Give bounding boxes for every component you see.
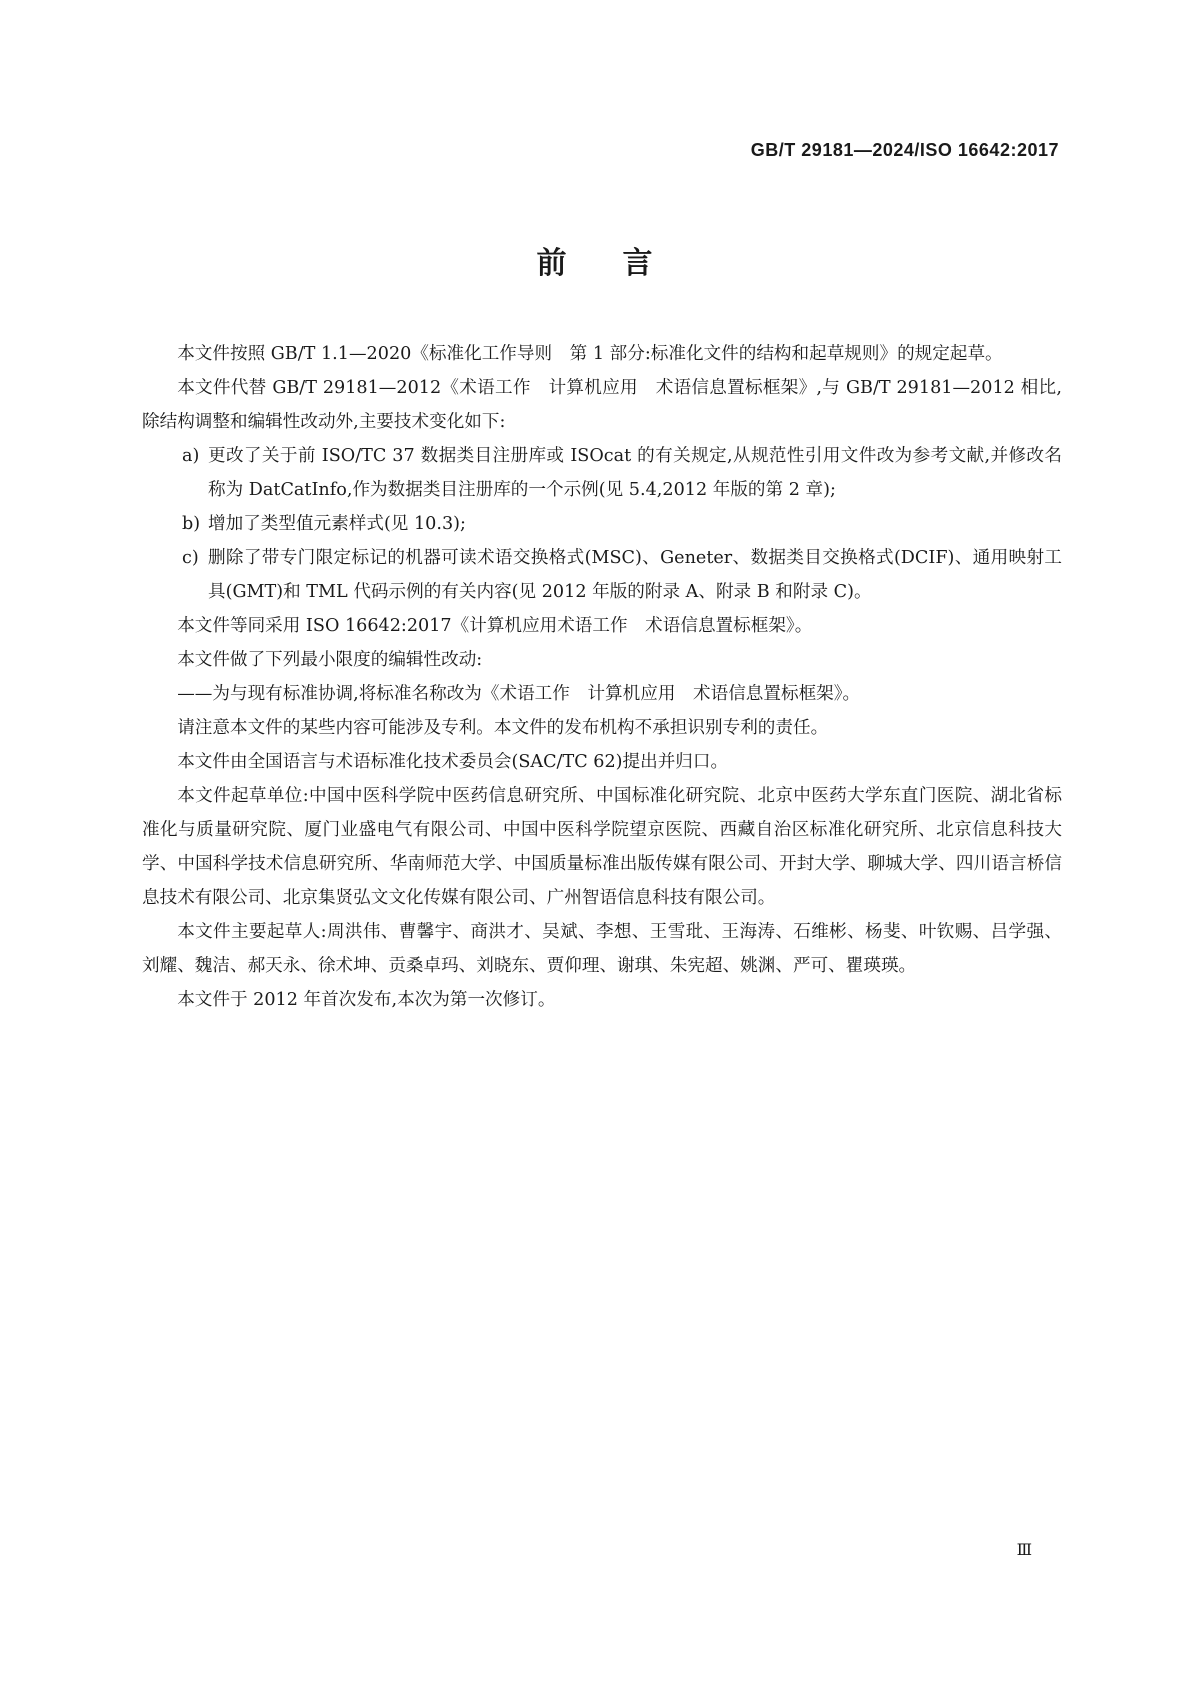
change-list-item (142, 507, 1062, 541)
change-list-item (142, 439, 1062, 507)
paragraph-drafters: 本文件主要起草人:周洪伟、曹馨宇、商洪才、吴斌、李想、王雪玭、王海涛、石维彬、杨斐、叶钦赐、吕学强、刘耀、魏洁、郝天永、徐术坤、贡桑卓玛、刘晓东、贾仰理、谢琪、朱宪超、姚渊、严可、瞿瑛瑛。 (142, 922, 1062, 976)
paragraph-drafting-units: 本文件起草单位:中国中医科学院中医药信息研究所、中国标准化研究院、北京中医药大学东直门医院、湖北省标准化与质量研究院、厦门业盛电气有限公司、中国中医科学院望京医院、西藏自治区标准化研究所、北京信息科技大学、中国科学技术信息研究所、华南师范大学、中国质量标准出版传媒有限公司、开封大学、聊城大学、四川语言桥信息技术有限公司、北京集贤弘文文化传媒有限公司、广州智语信息科技有限公司。 (142, 786, 1062, 908)
page-title (0, 238, 1191, 282)
paragraph-drafting-rules: 本文件按照 GB/T 1.1—2020《标准化工作导则 第 1 部分:标准化文件的结构和起草规则》的规定起草。 (177, 344, 1003, 364)
paragraph-committee: 本文件由全国语言与术语标准化技术委员会(SAC/TC 62)提出并归口。 (177, 752, 729, 772)
list-marker: c) (182, 548, 199, 568)
paragraph-history: 本文件于 2012 年首次发布,本次为第一次修订。 (177, 990, 556, 1010)
title-char-1: 前 (536, 246, 569, 281)
paragraph-replacement: 本文件代替 GB/T 29181—2012《术语工作 计算机应用 术语信息置标框架》,与 GB/T 29181—2012 相比,除结构调整和编辑性改动外,主要技术变化如下: (142, 378, 1062, 432)
paragraph-editorial-changes: 本文件做了下列最小限度的编辑性改动: (177, 650, 483, 670)
list-marker: a) (182, 446, 200, 466)
list-item-text: 增加了类型值元素样式(见 10.3); (208, 514, 466, 534)
foreword-body (142, 337, 1062, 1017)
list-item-text: 删除了带专门限定标记的机器可读术语交换格式(MSC)、Geneter、数据类目交换格式(DCIF)、通用映射工具(GMT)和 TML 代码示例的有关内容(见 2012 年版的附录 A、附录 B 和附录 C)。 (208, 548, 1062, 602)
paragraph-adoption: 本文件等同采用 ISO 16642:2017《计算机应用术语工作 术语信息置标框架》。 (177, 616, 813, 636)
paragraph-patent-notice: 请注意本文件的某些内容可能涉及专利。本文件的发布机构不承担识别专利的责任。 (177, 718, 829, 738)
change-list-item (142, 541, 1062, 609)
list-marker: b) (182, 514, 201, 534)
dash-list-item: ——为与现有标准协调,将标准名称改为《术语工作 计算机应用 术语信息置标框架》。 (177, 684, 861, 704)
list-item-text: 更改了关于前 ISO/TC 37 数据类目注册库或 ISOcat 的有关规定,从规范性引用文件改为参考文献,并修改名称为 DatCatInfo,作为数据类目注册库的一个示例(见 5.4,2012 年版的第 2 章); (208, 446, 1062, 500)
standard-code: GB/T 29181—2024/ISO 16642:2017 (750, 140, 1059, 160)
title-char-2: 言 (622, 246, 655, 281)
page-number: Ⅲ (1016, 1540, 1033, 1559)
